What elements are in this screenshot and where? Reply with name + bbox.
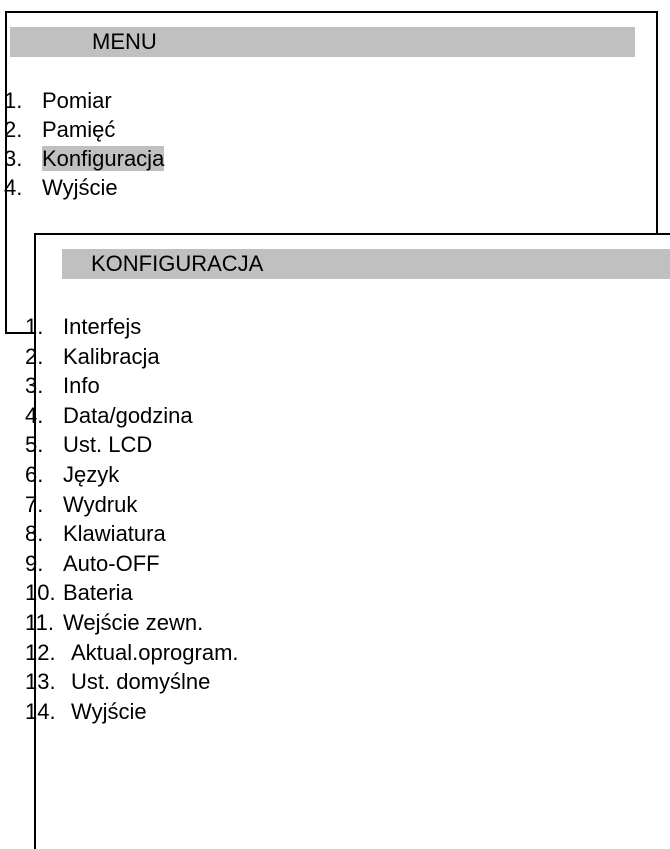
config-item-aktual-oprogram[interactable] (25, 639, 239, 667)
config-item-wydruk[interactable] (25, 491, 239, 519)
main-menu-title: MENU (10, 27, 635, 57)
item-label: Wyjście (71, 698, 147, 724)
item-label: Info (63, 373, 100, 399)
main-menu-item-konfiguracja[interactable] (4, 145, 164, 173)
item-number: 13. (25, 669, 56, 695)
config-item-wyjscie[interactable] (25, 698, 239, 726)
item-label: Data/godzina (63, 402, 193, 428)
item-label: Auto-OFF (63, 550, 160, 576)
item-number: 3. (25, 373, 44, 399)
config-item-wejscie-zewn[interactable] (25, 609, 239, 637)
item-label: Wydruk (63, 491, 138, 517)
config-item-info[interactable] (25, 372, 239, 400)
config-item-data-godzina[interactable] (25, 402, 239, 430)
item-number: 5. (25, 432, 44, 458)
item-number: 4. (25, 402, 44, 428)
item-label: Ust. domyślne (71, 669, 211, 695)
item-label: Kalibracja (63, 343, 160, 369)
item-number: 12. (25, 639, 56, 665)
item-label: Aktual.oprogram. (71, 639, 239, 665)
item-number: 6. (25, 461, 44, 487)
item-number: 2. (25, 343, 44, 369)
item-number: 8. (25, 521, 44, 547)
config-item-ust-lcd[interactable] (25, 431, 239, 459)
config-menu-panel (25, 233, 670, 849)
item-label: Interfejs (63, 314, 142, 339)
item-label: Klawiatura (63, 521, 166, 547)
item-number: 14. (25, 698, 56, 724)
config-item-interfejs[interactable] (25, 313, 239, 341)
item-label: Ust. LCD (63, 432, 153, 458)
main-menu-item-pamiec[interactable] (4, 116, 164, 144)
item-number: 7. (25, 491, 44, 517)
item-label: Pamięć (42, 117, 116, 142)
main-menu-item-pomiar[interactable] (4, 87, 164, 115)
item-number: 2. (4, 117, 23, 142)
item-number: 1. (4, 88, 23, 113)
item-number: 10. (25, 580, 56, 606)
item-label: Pomiar (42, 88, 112, 113)
config-item-ust-domyslne[interactable] (25, 668, 239, 696)
config-item-kalibracja[interactable] (25, 343, 239, 371)
item-number: 3. (4, 146, 23, 171)
item-label: Wyjście (42, 175, 118, 200)
config-item-auto-off[interactable] (25, 550, 239, 578)
item-label: Bateria (63, 580, 133, 606)
config-item-bateria[interactable] (25, 579, 239, 607)
config-item-jezyk[interactable] (25, 461, 239, 489)
item-number: 9. (25, 550, 44, 576)
item-number: 11. (25, 609, 54, 635)
item-label: Język (63, 461, 120, 487)
config-item-klawiatura[interactable] (25, 520, 239, 548)
config-menu-title: KONFIGURACJA (62, 249, 670, 279)
item-label-selected: Konfiguracja (42, 146, 165, 171)
main-menu-list (4, 87, 164, 203)
main-menu-item-wyjscie[interactable] (4, 174, 164, 202)
item-number: 4. (4, 175, 23, 200)
item-number: 1. (25, 314, 44, 339)
item-label: Wejście zewn. (63, 609, 204, 635)
config-menu-list (25, 313, 239, 727)
